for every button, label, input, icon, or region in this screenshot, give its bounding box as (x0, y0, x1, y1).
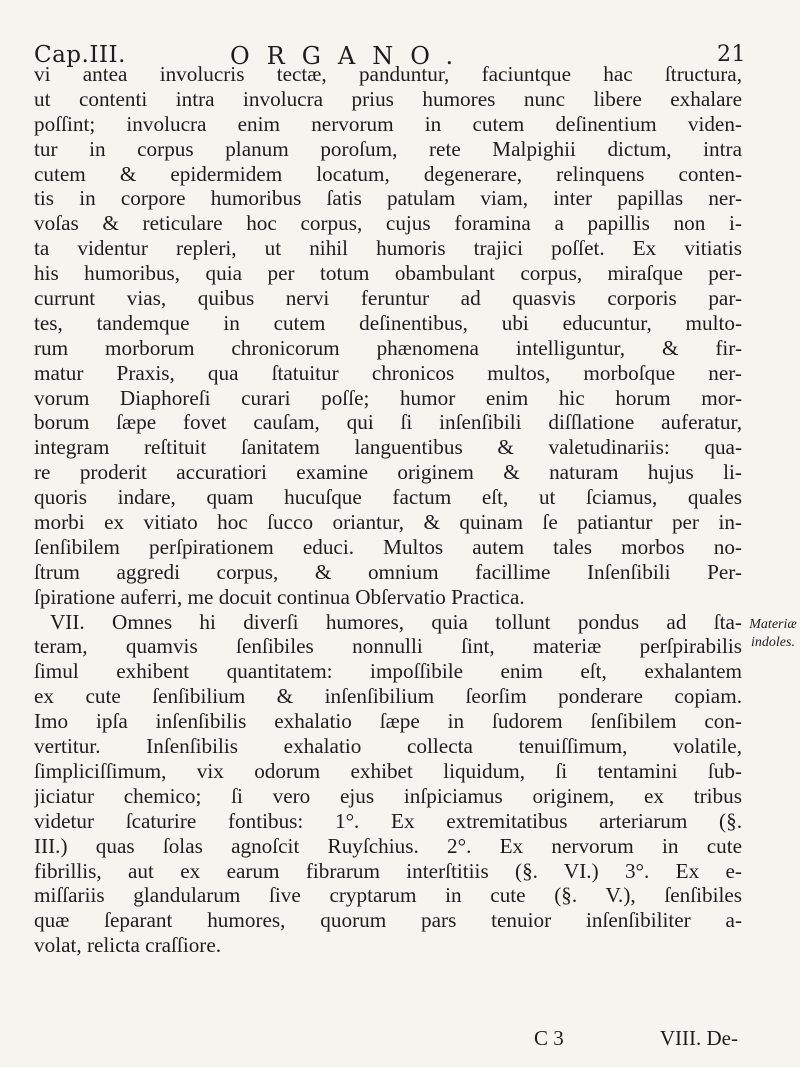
text-line: volat, relicta craſſiore. (34, 933, 222, 958)
text-line: miſſariis glandularum ſive cryptarum in cute (§. V.), ſenſibiles (34, 883, 742, 908)
text-line: jiciatur chemico; ſi vero ejus inſpiciamus originem, ex tribus (34, 783, 742, 808)
text-line: ſpiratione auferri, me docuit continua Obſervatio Practica. (34, 584, 525, 609)
page-footer (34, 1026, 742, 1056)
chapter-label: Cap.III. (34, 42, 126, 68)
running-title: ORGANO. (230, 42, 471, 70)
text-line: quæ ſeparant humores, quorum pars tenuior inſenſibiliter a- (34, 908, 742, 933)
text-line: ex cute ſenſibilium & inſenſibilium ſeorſim ponderare copiam. (34, 684, 742, 709)
margin-note-line: Materiæ (749, 617, 797, 632)
text-line: ſimul exhibent quantitatem: impoſſibile enim eſt, exhalantem (34, 659, 742, 684)
text-line: vertitur. Inſenſibilis exhalatio collecta tenuiſſimum, volatile, (34, 734, 742, 759)
text-line: integram reſtituit ſanitatem languentibus & valetudinariis: qua- (34, 435, 742, 460)
text-line: ſimpliciſſimum, vix odorum exhibet liquidum, ſi tentamini ſub- (34, 758, 742, 783)
text-line: ut contenti intra involucra prius humores nunc libere exhalare (34, 86, 742, 111)
text-line: tes, tandemque in cutem deſinentibus, ubi educuntur, multo- (34, 310, 742, 335)
text-line: Imo ipſa inſenſibilis exhalatio ſæpe in ſudorem ſenſibilem con- (34, 709, 742, 734)
margin-note-line: indoles. (751, 635, 795, 650)
catchword: VIII. De- (659, 1026, 738, 1050)
body-text (34, 62, 742, 958)
text-line: his humoribus, quia per totum obambulant corpus, miraſque per- (34, 261, 742, 286)
text-line: morbi ex vitiato hoc ſucco oriantur, & quinam ſe patiantur per in- (34, 510, 742, 535)
text-line: cutem & epidermidem locatum, degenerare, relinquens conten- (34, 161, 742, 186)
page-number: 21 (717, 42, 746, 67)
text-line: tis in corpore humoribus ſatis patulam viam, inter papillas ner- (34, 186, 742, 211)
text-line: vi antea involucris tectæ, panduntur, faciuntque hac ſtructura, (34, 62, 742, 86)
text-line: ſtrum aggredi corpus, & omnium facillime Inſenſibili Per- (34, 559, 742, 584)
text-line: VII. Omnes hi diverſi humores, quia tollunt pondus ad ſta- (50, 609, 742, 634)
text-line: quoris indare, quam hucuſque factum eſt, ut ſciamus, quales (34, 485, 742, 510)
text-line: poſſint; involucra enim nervorum in cutem deſinentium viden- (34, 111, 742, 136)
text-line: currunt vias, quibus nervi feruntur ad quasvis corporis par- (34, 286, 742, 311)
text-line: borum ſæpe fovet cauſam, qui ſi inſenſibili diſſlatione auferatur, (34, 410, 742, 435)
text-line: ta videntur repleri, ut nihil humoris trajici poſſet. Ex vitiatis (34, 236, 742, 261)
text-line: III.) quas ſolas agnoſcit Ruyſchius. 2°. Ex nervorum in cute (34, 833, 742, 858)
text-line: fibrillis, aut ex earum fibrarum interſtitiis (§. VI.) 3°. Ex e- (34, 858, 742, 883)
text-line: teram, quamvis ſenſibiles nonnulli ſint, materiæ perſpirabilis (34, 634, 742, 659)
text-line: videtur ſcaturire fontibus: 1°. Ex extremitatibus arteriarum (§. (34, 808, 742, 833)
text-line: matur Praxis, qua ſtatuitur chronicos multos, morboſque ner- (34, 360, 742, 385)
signature-mark: C 3 (534, 1026, 564, 1050)
text-line: tur in corpus planum poroſum, rete Malpighii dictum, intra (34, 136, 742, 161)
text-line: vorum Diaphoreſi curari poſſe; humor enim hic horum mor- (34, 385, 742, 410)
text-line: re proderit accuratiori examine originem & naturam hujus li- (34, 460, 742, 485)
text-line: ſenſibilem perſpirationem educi. Multos autem tales morbos no- (34, 534, 742, 559)
margin-note (748, 616, 798, 652)
text-line: rum morborum chronicorum phænomena intelliguntur, & fir- (34, 335, 742, 360)
text-line: voſas & reticulare hoc corpus, cujus foramina a papillis non i- (34, 211, 742, 236)
